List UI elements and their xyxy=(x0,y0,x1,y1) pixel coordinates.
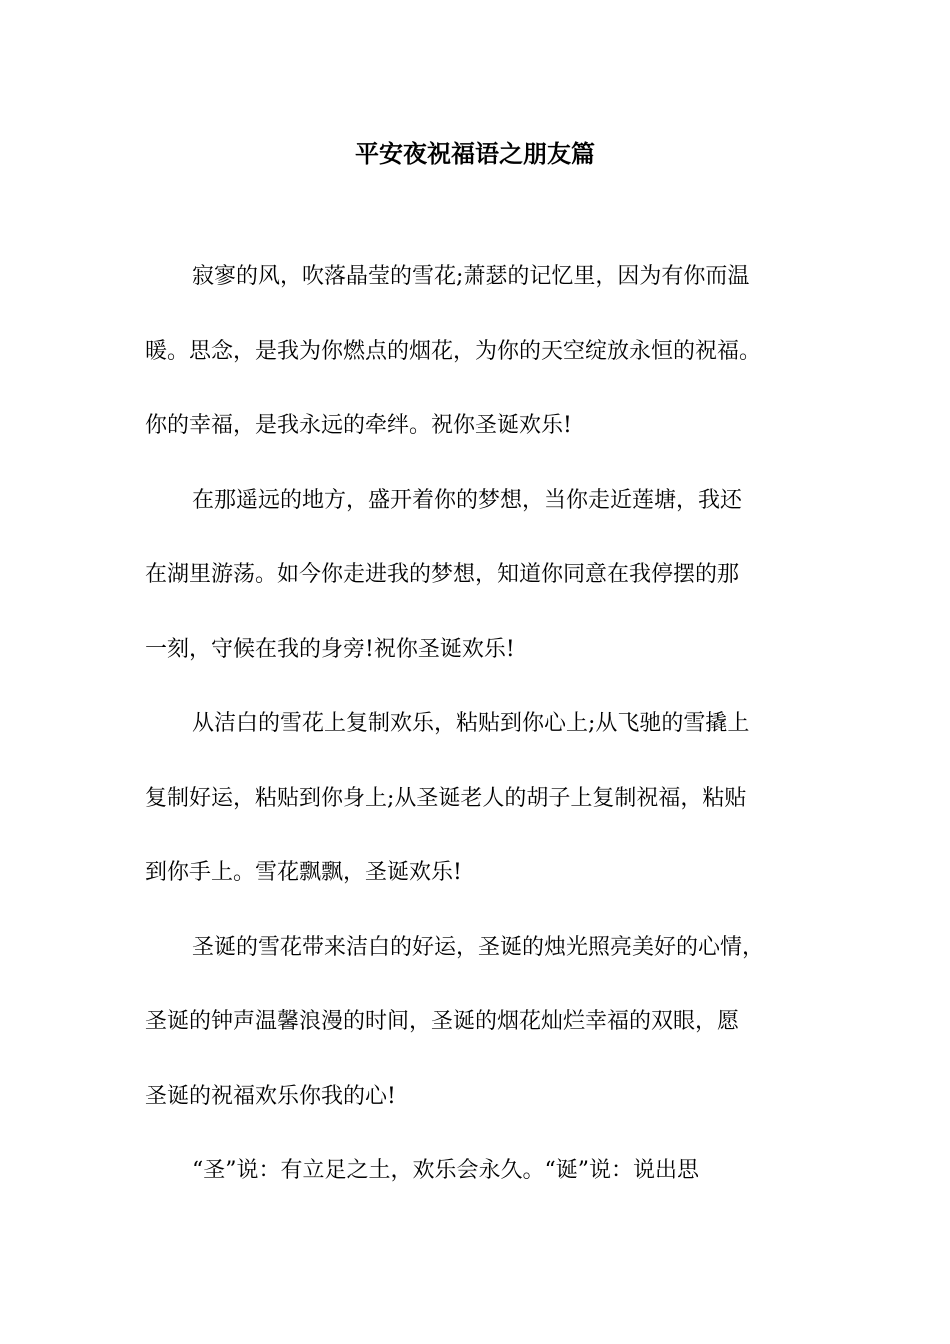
paragraph-3 xyxy=(145,702,810,926)
text-line: 圣诞的钟声温馨浪漫的时间，圣诞的烟花灿烂幸福的双眼，愿 xyxy=(145,1009,740,1034)
document-title: 平安夜祝福语之朋友篇 xyxy=(355,139,595,168)
document-body xyxy=(145,255,810,1224)
paragraph-2 xyxy=(145,479,810,703)
paragraph-5 xyxy=(145,1149,810,1224)
text-line: 在湖里游荡。如今你走进我的梦想，知道你同意在我停摆的那 xyxy=(145,562,740,587)
text-line: 圣诞的雪花带来洁白的好运，圣诞的烛光照亮美好的心情， xyxy=(192,934,765,960)
text-line: 到你手上。雪花飘飘，圣诞欢乐! xyxy=(145,860,462,885)
text-line: 你的幸福，是我永远的牵绊。祝你圣诞欢乐! xyxy=(145,413,572,438)
paragraph-4 xyxy=(145,926,810,1150)
text-line: 从洁白的雪花上复制欢乐，粘贴到你心上;从飞驰的雪撬上 xyxy=(192,711,750,736)
text-line: “圣”说：有立足之土，欢乐会永久。“诞”说：说出思 xyxy=(192,1158,699,1183)
text-line: 一刻，守候在我的身旁!祝你圣诞欢乐! xyxy=(145,636,515,662)
text-line: 复制好运，粘贴到你身上;从圣诞老人的胡子上复制祝福，粘贴 xyxy=(145,785,747,811)
text-line: 在那遥远的地方，盛开着你的梦想，当你走近莲塘，我还 xyxy=(192,487,743,513)
text-line: 寂寥的风，吹落晶莹的雪花;萧瑟的记忆里，因为有你而温 xyxy=(192,264,750,289)
text-line: 圣诞的祝福欢乐你我的心! xyxy=(145,1083,396,1109)
paragraph-1 xyxy=(145,255,810,479)
text-line: 暖。思念，是我为你燃点的烟花，为你的天空绽放永恒的祝福。 xyxy=(145,338,762,364)
